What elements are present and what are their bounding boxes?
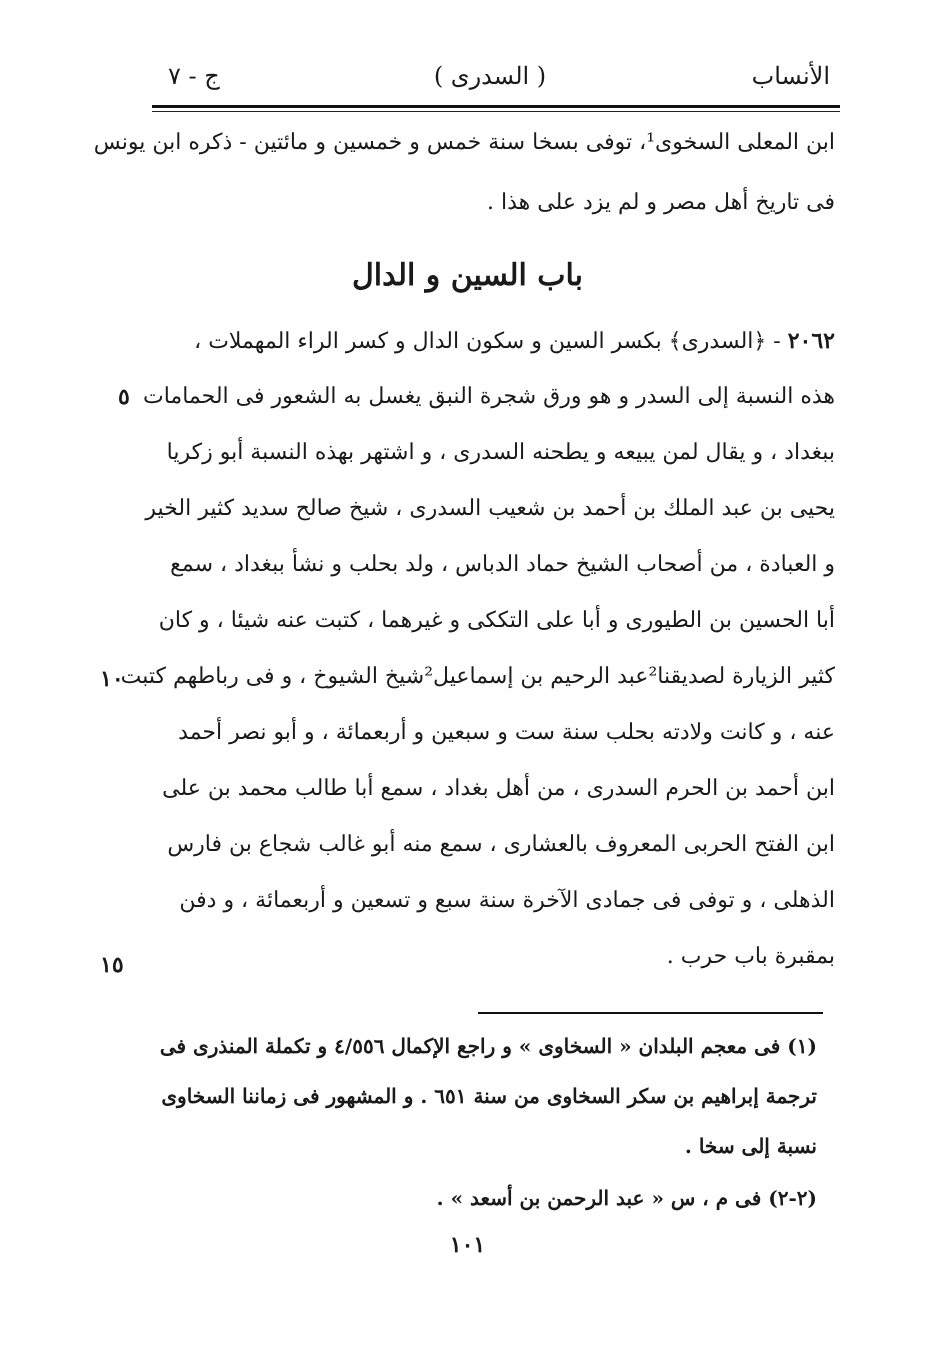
entry-line: و العبادة ، من أصحاب الشيخ حماد الدباس ، ولد بحلب و نشأ ببغداد ، سمع bbox=[170, 552, 835, 577]
line-number-15: ١٥ bbox=[100, 952, 124, 978]
entry-line: ابن أحمد بن الحرم السدرى ، من أهل بغداد ، سمع أبا طالب محمد بن على bbox=[162, 776, 835, 801]
entry-line: عنه ، و كانت ولادته بحلب سنة ست و سبعين و أربعمائة ، و أبو نصر أحمد bbox=[178, 720, 835, 745]
entry-line: ببغداد ، و يقال لمن يبيعه و يطحنه السدرى ، و اشتهر بهذه النسبة أبو زكريا bbox=[166, 440, 835, 465]
page-header bbox=[150, 58, 830, 102]
header-rule bbox=[152, 105, 840, 108]
footnote-line: ترجمة إبراهيم بن سكر السخاوى من سنة ٦٥١ . و المشهور فى زماننا السخاوى bbox=[161, 1084, 817, 1108]
line-number-10: ١٠ bbox=[100, 666, 124, 692]
entry-line: الذهلى ، و توفى فى جمادى الآخرة سنة سبع و تسعين و أربعمائة ، و دفن bbox=[179, 888, 835, 913]
entry-first-line bbox=[155, 328, 835, 354]
entry-line: أبا الحسين بن الطيورى و أبا على التككى و غيرهما ، كتبت عنه شيئا ، و كان bbox=[158, 608, 835, 633]
entry-line: هذه النسبة إلى السدر و هو ورق شجرة النبق يغسل به الشعور فى الحمامات bbox=[143, 384, 835, 409]
entry-line: ابن الفتح الحربى المعروف بالعشارى ، سمع منه أبو غالب شجاع بن فارس bbox=[167, 832, 835, 857]
section-heading: باب السين و الدال bbox=[351, 258, 584, 293]
volume-page-indicator: ج - ٧ bbox=[168, 62, 220, 90]
header-rule-thin bbox=[152, 111, 840, 112]
footnote-line: (١) فى معجم البلدان « السخاوى » و راجع الإكمال ٤/٥٥٦ و تكملة المنذرى فى bbox=[159, 1034, 817, 1058]
line-number-5: ٥ bbox=[118, 384, 130, 410]
footnote-line: (٢-٢) فى م ، س « عبد الرحمن بن أسعد » . bbox=[436, 1186, 817, 1210]
footnote-rule bbox=[478, 1012, 823, 1014]
page-number: ١٠١ bbox=[449, 1232, 486, 1258]
book-title: الأنساب bbox=[751, 62, 830, 90]
entry-line: - ﴿السدرى﴾ بكسر السين و سكون الدال و كسر الراء المهملات ، bbox=[194, 329, 781, 354]
entry-line: بمقبرة باب حرب . bbox=[666, 944, 835, 969]
entry-line: كثير الزيارة لصديقنا²عبد الرحيم بن إسماعيل²شيخ الشيوخ ، و فى رباطهم كتبت bbox=[120, 664, 835, 689]
intro-line: ابن المعلى السخوى¹، توفى بسخا سنة خمس و خمسين و مائتين - ذكره ابن يونس bbox=[93, 130, 835, 155]
entry-number: ٢٠٦٢ bbox=[787, 328, 835, 354]
entry-line: يحيى بن عبد الملك بن أحمد بن شعيب السدرى ، شيخ صالح سديد كثير الخير bbox=[145, 496, 835, 521]
intro-line: فى تاريخ أهل مصر و لم يزد على هذا . bbox=[487, 190, 835, 215]
footnote-line: نسبة إلى سخا . bbox=[684, 1134, 817, 1158]
running-title: ( السدرى ) bbox=[433, 62, 547, 90]
